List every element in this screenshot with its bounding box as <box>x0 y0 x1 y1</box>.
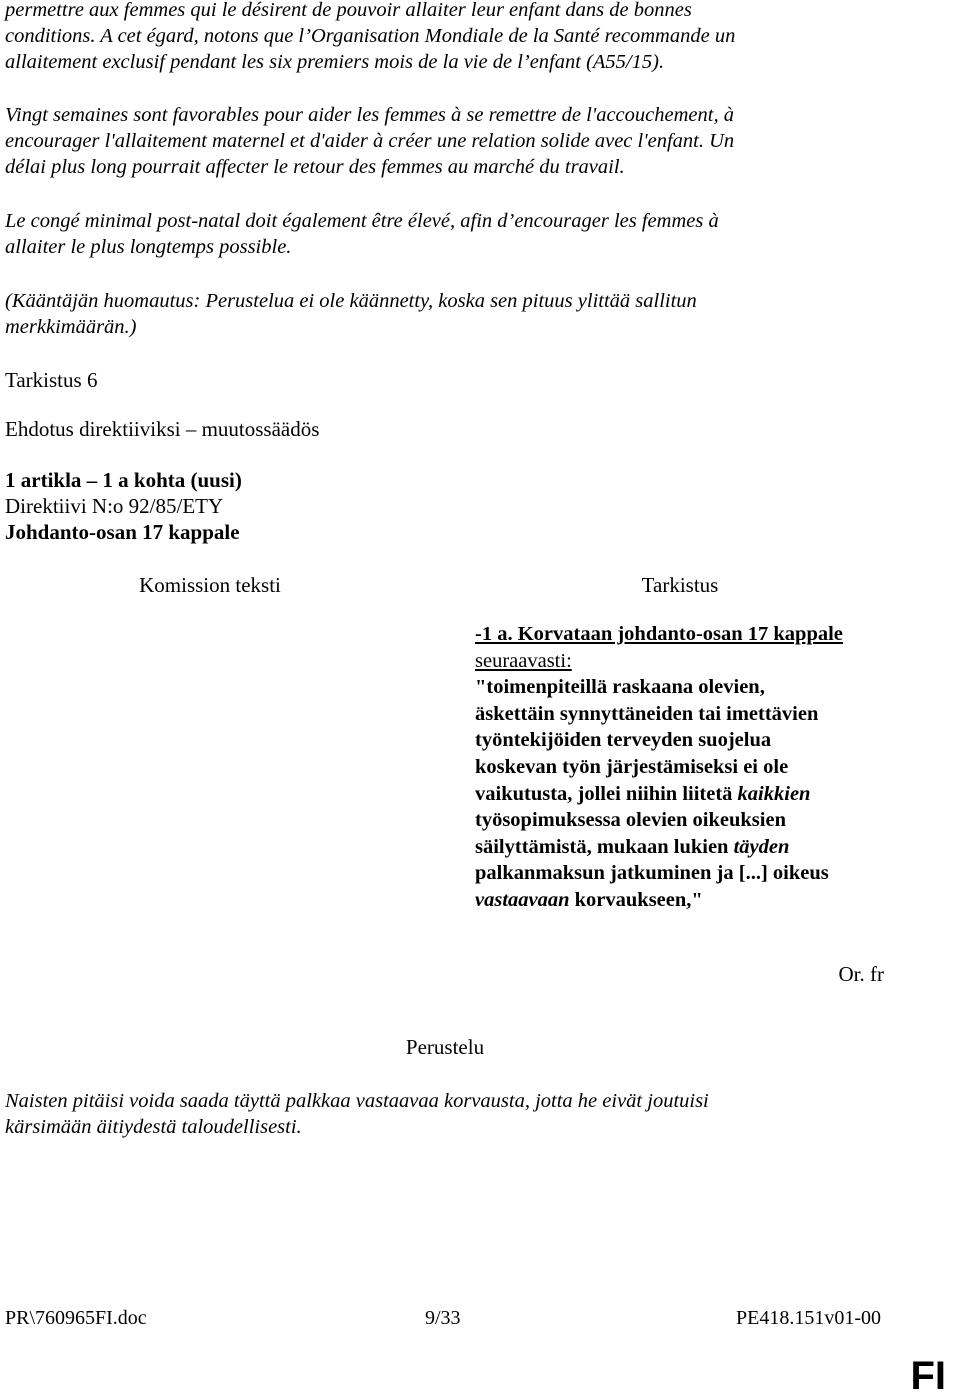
text-line <box>475 834 895 861</box>
justification-heading: Perustelu <box>405 1035 485 1059</box>
text-line: merkkimäärän.) <box>5 316 137 338</box>
text-line: allaitement exclusif pendant les six premiers mois de la vie de l’enfant (A55/15). <box>5 51 665 73</box>
text-line: äskettäin synnyttäneiden tai imettävien <box>475 702 819 725</box>
text-line: -1 a. Korvataan johdanto-osan 17 kappale <box>475 623 843 645</box>
text-line: allaiter le plus longtemps possible. <box>5 236 292 258</box>
text-line: työsopimuksessa olevien oikeuksien <box>475 809 786 832</box>
emphasis-fragment: vastaavaan <box>475 888 570 911</box>
emphasis-fragment: kaikkien <box>737 782 811 805</box>
text-line: seuraavasti: <box>475 649 572 672</box>
amendment-title: Tarkistus 6 <box>5 368 98 392</box>
intro-paragraph-3 <box>5 208 885 260</box>
origin-language: Or. fr <box>838 962 884 986</box>
emphasis-fragment: täyden <box>733 835 790 858</box>
intro-paragraph-1 <box>5 0 885 75</box>
translator-note <box>5 288 885 340</box>
text-line: encourager l'allaitement maternel et d'aider à créer une relation solide avec l'enfant. Un <box>5 130 735 152</box>
text-line: conditions. A cet égard, notons que l’Organisation Mondiale de la Santé recommande un <box>5 25 736 47</box>
proposal-title: Ehdotus direktiiviksi – muutossäädös <box>5 417 320 441</box>
text-line: kärsimään äitiydestä taloudellisesti. <box>5 1116 302 1138</box>
directive-reference: Direktiivi N:o 92/85/ETY <box>5 494 224 518</box>
text-line <box>475 887 895 914</box>
text-line <box>475 781 895 808</box>
text-fragment: säilyttämistä, mukaan lukien <box>475 835 734 858</box>
text-line: Vingt semaines sont favorables pour aider les femmes à se remettre de l'accouchement, à <box>5 104 734 126</box>
document-reference: PR\760965FI.doc <box>5 1307 147 1329</box>
text-line: Naisten pitäisi voida saada täyttä palkkaa vastaavaa korvausta, jotta he eivät joutuisi <box>5 1090 709 1112</box>
language-code: FI <box>910 1354 946 1398</box>
amendment-text <box>475 621 895 914</box>
text-line: koskevan työn järjestämiseksi ei ole <box>475 755 789 778</box>
text-line: permettre aux femmes qui le désirent de pouvoir allaiter leur enfant dans de bonnes <box>5 0 692 21</box>
article-reference: 1 artikla – 1 a kohta (uusi) <box>5 468 242 492</box>
text-line: työntekijöiden terveyden suojelua <box>475 729 772 752</box>
pe-reference: PE418.151v01-00 <box>736 1307 881 1329</box>
text-line: Le congé minimal post-natal doit également être élevé, afin d’encourager les femmes à <box>5 210 719 232</box>
page-number: 9/33 <box>425 1307 461 1329</box>
text-line: (Kääntäjän huomautus: Perustelua ei ole käännetty, koska sen pituus ylittää sallitun <box>5 290 697 312</box>
text-fragment: vaikutusta, jollei niihin liitetä <box>475 782 738 805</box>
recital-reference: Johdanto-osan 17 kappale <box>5 520 240 544</box>
text-line: "toimenpiteillä raskaana olevien, <box>475 676 765 699</box>
text-line: palkanmaksun jatkuminen ja [...] oikeus <box>475 862 829 885</box>
text-fragment: korvaukseen," <box>569 888 703 911</box>
column-header-commission-text: Komission teksti <box>139 573 281 597</box>
column-header-amendment: Tarkistus <box>641 573 719 597</box>
intro-paragraph-2 <box>5 102 885 180</box>
justification-text <box>5 1088 885 1140</box>
text-line: délai plus long pourrait affecter le retour des femmes au marché du travail. <box>5 156 625 178</box>
